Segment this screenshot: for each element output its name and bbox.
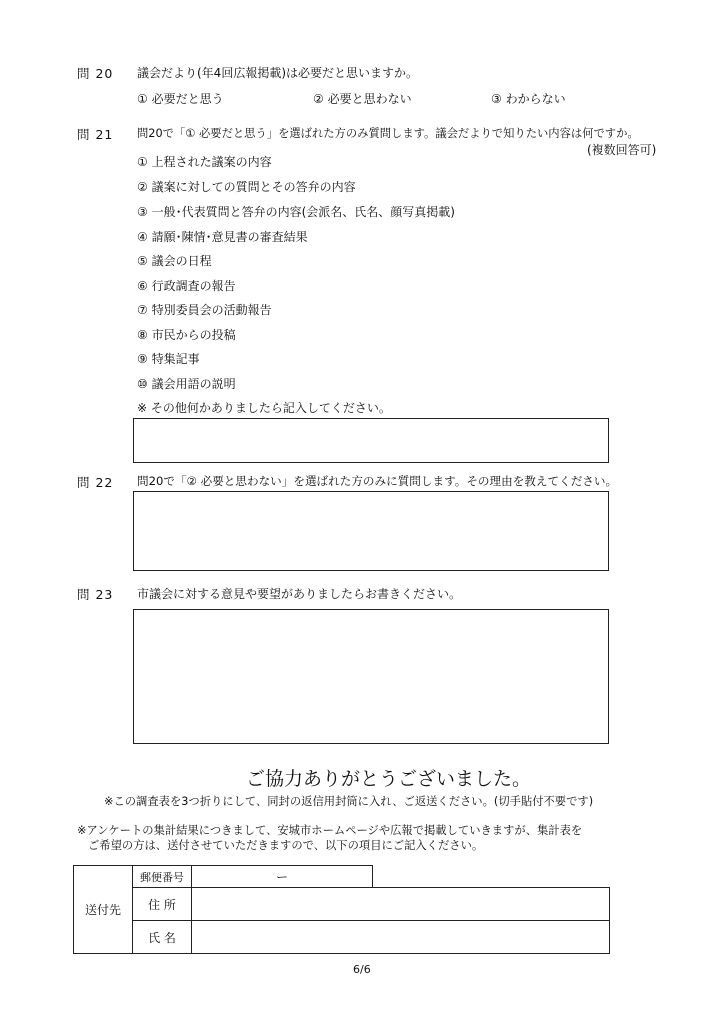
q21-option-7[interactable]: ⑦ 特別委員会の活動報告	[137, 303, 272, 317]
q20-option-3[interactable]: ③ わからない	[491, 92, 566, 106]
q23-answer-box[interactable]	[133, 609, 609, 744]
q21-option-1[interactable]: ① 上程された議案の内容	[137, 155, 272, 169]
page-number: 6/6	[353, 963, 371, 976]
q21-option-10[interactable]: ⑩ 議会用語の説明	[137, 377, 236, 391]
q21-option-4[interactable]: ④ 請願･陳情･意見書の審査結果	[137, 230, 308, 244]
q21-option-6[interactable]: ⑥ 行政調査の報告	[137, 279, 236, 293]
result-note-line-2: ご希望の方は、送付させていただきますので、以下の項目にご記入ください。	[88, 839, 484, 852]
q21-multiple-answer-note: (複数回答可)	[587, 143, 657, 157]
address-table	[73, 865, 610, 954]
name-field[interactable]	[192, 921, 610, 954]
q21-option-2[interactable]: ② 議案に対しての質問とその答弁の内容	[137, 180, 356, 194]
q21-option-8[interactable]: ⑧ 市民からの投稿	[137, 328, 236, 342]
return-instructions: ※この調査表を3つ折りにして、同封の返信用封筒に入れ、ご返送ください。(切手貼付不要です)	[104, 795, 594, 808]
q20-label: 問 20	[77, 66, 114, 81]
q22-question-text: 問20で「② 必要と思わない」を選ばれた方のみに質問します。その理由を教えてください。	[137, 474, 618, 488]
q21-other-note: ※ その他何かありましたら記入してください。	[137, 401, 391, 415]
q21-question-text: 問20で「① 必要だと思う」を選ばれた方のみ質問します。議会だよりで知りたい内容は何ですか。	[137, 127, 639, 140]
q21-option-9[interactable]: ⑨ 特集記事	[137, 352, 200, 366]
q20-question-text: 議会だより(年4回広報掲載)は必要だと思いますか。	[137, 66, 419, 80]
address-label: 住 所	[133, 888, 192, 921]
address-field[interactable]	[192, 888, 610, 921]
q21-label: 問 21	[77, 127, 114, 142]
q23-question-text: 市議会に対する意見や要望がありましたらお書きください。	[137, 587, 462, 601]
q20-option-2[interactable]: ② 必要と思わない	[313, 92, 412, 106]
q20-option-1[interactable]: ① 必要だと思う	[137, 92, 224, 106]
q23-label: 問 23	[77, 587, 114, 602]
q22-label: 問 22	[77, 475, 114, 490]
name-label: 氏 名	[133, 921, 192, 954]
q21-option-3[interactable]: ③ 一般･代表質問と答弁の内容(会派名、氏名、顔写真掲載)	[137, 205, 455, 219]
postal-code-label: 郵便番号	[133, 866, 192, 888]
q21-other-answer-box[interactable]	[133, 418, 609, 463]
q22-answer-box[interactable]	[133, 491, 609, 571]
result-note-line-1: ※アンケートの集計結果につきまして、安城市ホームページや広報で掲載していきますが、集計表を	[77, 824, 583, 837]
address-table-header: 送付先	[74, 866, 133, 954]
thanks-message: ご協力ありがとうございました。	[246, 768, 532, 790]
q21-option-5[interactable]: ⑤ 議会の日程	[137, 254, 212, 268]
postal-code-field[interactable]: ー	[192, 866, 373, 888]
